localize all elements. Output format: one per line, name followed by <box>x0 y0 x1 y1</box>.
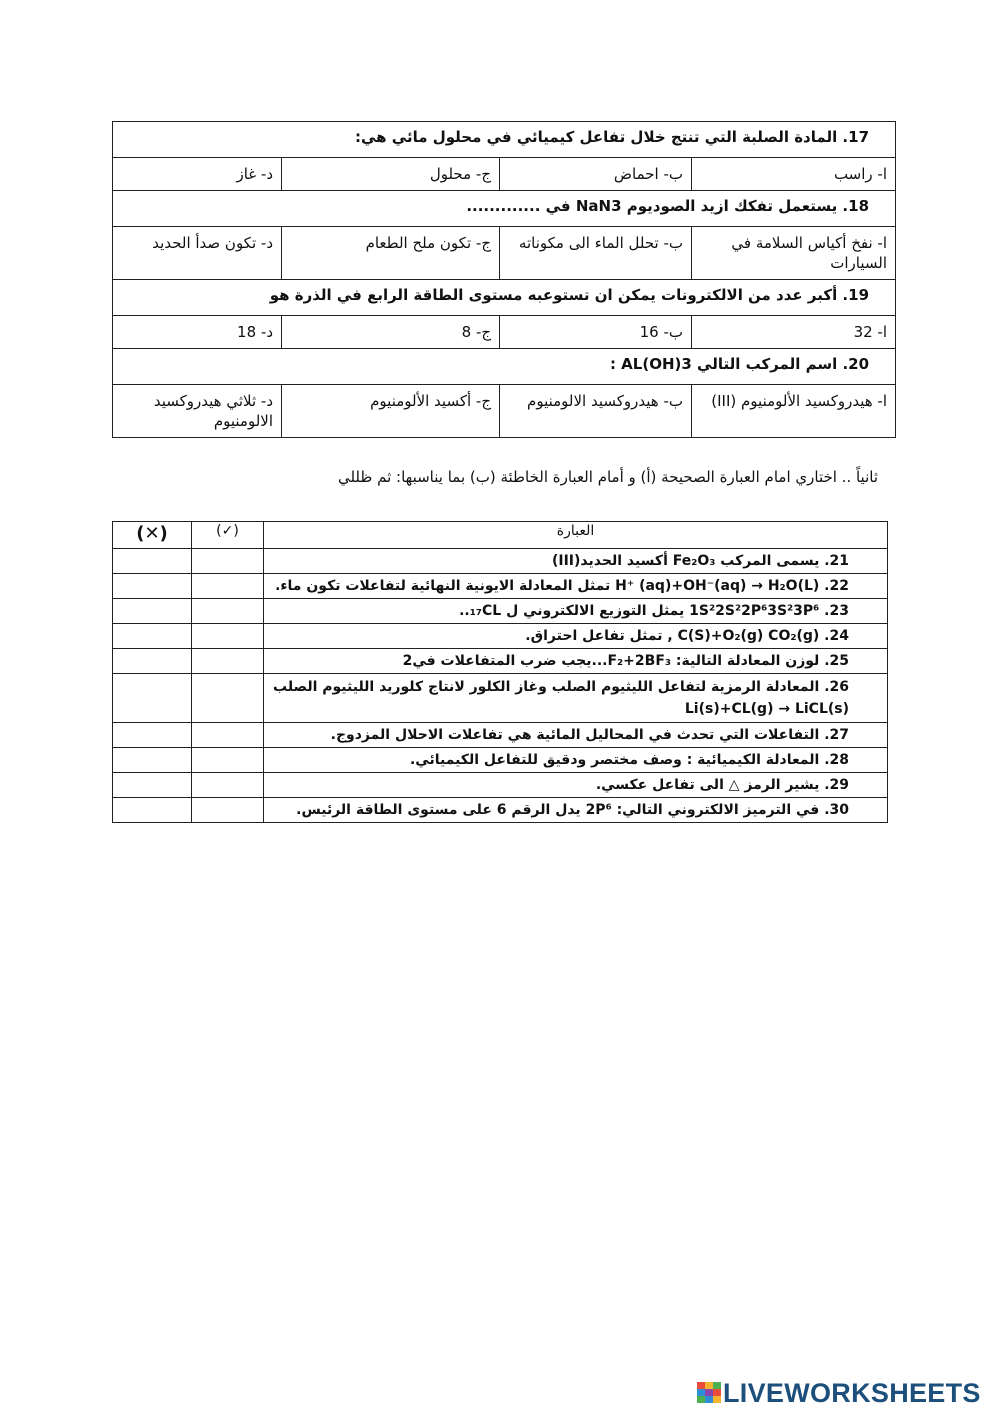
option-d[interactable]: د- 18 <box>113 316 282 349</box>
statement-23: 23. 1S²2S²2P⁶3S²3P⁶ يمثل التوزيع الالكتروني ل ₁₇CL.. <box>264 599 888 624</box>
options-row <box>113 385 896 438</box>
option-b[interactable]: ب- 16 <box>500 316 692 349</box>
option-a[interactable]: ا- هيدروكسيد الألومنيوم (III) <box>692 385 896 438</box>
option-b[interactable]: ب- تحلل الماء الى مكوناته <box>500 227 692 280</box>
true-cell[interactable] <box>192 574 264 599</box>
logo-grid-icon <box>697 1382 721 1404</box>
statement-25: 25. لوزن المعادلة التالية: F₂+2BF₃...يجب ضرب المتفاعلات في2 <box>264 649 888 674</box>
false-cell[interactable] <box>113 773 192 798</box>
statement-26-equation: Li(s)+CL(g) → LiCL(s) <box>684 701 849 717</box>
cross-icon: (✕) <box>136 523 168 544</box>
statement-29: 29. يشير الرمز △ الى تفاعل عكسي. <box>264 773 888 798</box>
option-c[interactable]: ج- تكون ملح الطعام <box>282 227 500 280</box>
statement-header: العبارة <box>264 522 888 549</box>
true-false-table <box>112 521 888 823</box>
question-17: 17. المادة الصلبة التي تنتج خلال تفاعل كيميائي في محلول مائي هي: <box>113 122 896 158</box>
option-a[interactable]: ا- نفخ أكياس السلامة في السيارات <box>692 227 896 280</box>
option-d[interactable]: د- غاز <box>113 158 282 191</box>
statement-24: 24. C(S)+O₂(g) CO₂(g) , تمثل تفاعل احتراق. <box>264 624 888 649</box>
statement-row <box>113 549 888 574</box>
false-cell[interactable] <box>113 798 192 823</box>
false-cell[interactable] <box>113 649 192 674</box>
false-cell[interactable] <box>113 549 192 574</box>
option-c[interactable]: ج- 8 <box>282 316 500 349</box>
statement-row <box>113 624 888 649</box>
question-20: 20. اسم المركب التالي AL(OH)3 : <box>113 349 896 385</box>
option-b[interactable]: ب- هيدروكسيد الالومنيوم <box>500 385 692 438</box>
false-cell[interactable] <box>113 599 192 624</box>
options-row <box>113 158 896 191</box>
statement-row <box>113 798 888 823</box>
statement-28: 28. المعادلة الكيميائية : وصف مختصر ودقيق للتفاعل الكيميائي. <box>264 748 888 773</box>
cross-header <box>113 522 192 549</box>
statement-row <box>113 723 888 748</box>
options-row <box>113 227 896 280</box>
true-cell[interactable] <box>192 674 264 723</box>
options-row <box>113 316 896 349</box>
question-19: 19. أكبر عدد من الالكترونات يمكن ان تستوعبه مستوى الطاقة الرابع في الذرة هو <box>113 280 896 316</box>
true-cell[interactable] <box>192 773 264 798</box>
statement-30: 30. في الترميز الالكتروني التالي: 2P⁶ يدل الرقم 6 على مستوى الطاقة الرئيس. <box>264 798 888 823</box>
false-cell[interactable] <box>113 674 192 723</box>
question-row <box>113 191 896 227</box>
question-18: 18. يستعمل تفكك ازيد الصوديوم NaN3 في ............. <box>113 191 896 227</box>
check-header <box>192 522 264 549</box>
true-cell[interactable] <box>192 649 264 674</box>
true-cell[interactable] <box>192 798 264 823</box>
true-cell[interactable] <box>192 624 264 649</box>
statement-row <box>113 748 888 773</box>
false-cell[interactable] <box>113 574 192 599</box>
statement-row <box>113 649 888 674</box>
statement-27: 27. التفاعلات التي تحدث في المحاليل المائية هي تفاعلات الاحلال المزدوج. <box>264 723 888 748</box>
true-cell[interactable] <box>192 549 264 574</box>
section-2-instructions: ثانياً .. اختاري امام العبارة الصحيحة (أ) و أمام العبارة الخاطئة (ب) بما يناسبها: ثم ظللي <box>337 468 878 486</box>
false-cell[interactable] <box>113 723 192 748</box>
question-row <box>113 349 896 385</box>
check-icon: (✓) <box>216 523 239 539</box>
false-cell[interactable] <box>113 624 192 649</box>
liveworksheets-logo <box>697 1378 981 1408</box>
option-d[interactable]: د- ثلاثي هيدروكسيد الالومنيوم <box>113 385 282 438</box>
statement-row <box>113 674 888 723</box>
statement-26 <box>264 674 888 723</box>
statement-26-text: 26. المعادلة الرمزية لتفاعل الليثيوم الصلب وغاز الكلور لانتاج كلوريد الليثيوم الصلب <box>273 679 849 695</box>
statement-row <box>113 773 888 798</box>
true-cell[interactable] <box>192 723 264 748</box>
statement-21: 21. يسمى المركب Fe₂O₃ أكسيد الحديد(III) <box>264 549 888 574</box>
true-cell[interactable] <box>192 748 264 773</box>
option-c[interactable]: ج- محلول <box>282 158 500 191</box>
brand-name: LIVEWORKSHEETS <box>723 1377 981 1408</box>
statement-22: 22. H⁺ (aq)+OH⁻(aq) → H₂O(L) تمثل المعادلة الايونية النهائية لتفاعلات تكون ماء. <box>264 574 888 599</box>
mcq-table <box>112 121 896 438</box>
statement-row <box>113 599 888 624</box>
option-d[interactable]: د- تكون صدأ الحديد <box>113 227 282 280</box>
question-row <box>113 280 896 316</box>
question-row <box>113 122 896 158</box>
header-row <box>113 522 888 549</box>
option-a[interactable]: ا- 32 <box>692 316 896 349</box>
true-cell[interactable] <box>192 599 264 624</box>
false-cell[interactable] <box>113 748 192 773</box>
option-c[interactable]: ج- أكسيد الألومنيوم <box>282 385 500 438</box>
option-b[interactable]: ب- احماض <box>500 158 692 191</box>
option-a[interactable]: ا- راسب <box>692 158 896 191</box>
statement-row <box>113 574 888 599</box>
